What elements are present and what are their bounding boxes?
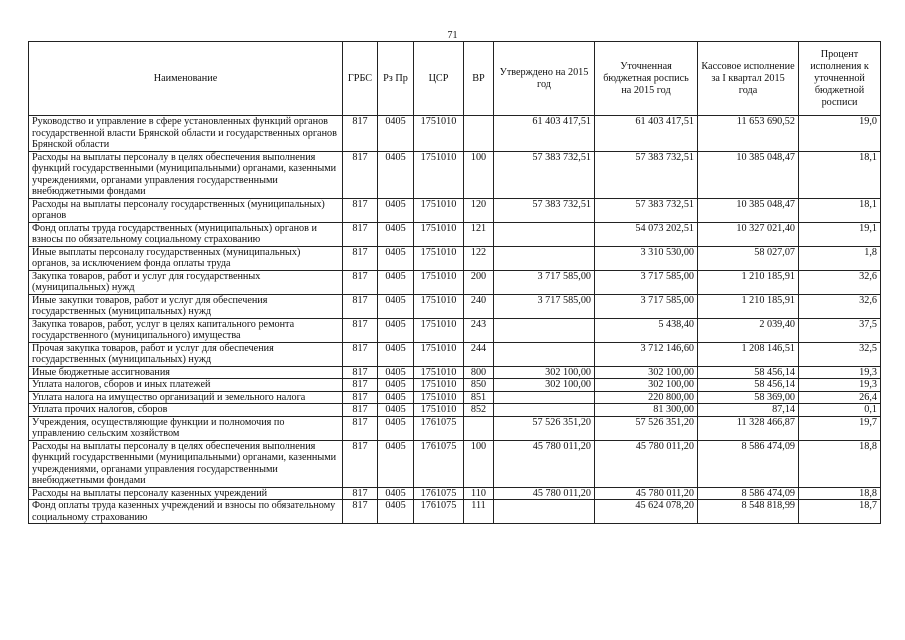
- cell-vr: 800: [464, 366, 494, 379]
- cell-rz-pr: 0405: [378, 440, 414, 487]
- cell-percent: 19,0: [799, 116, 881, 152]
- cell-csr: 1761075: [414, 487, 464, 500]
- cell-name: Закупка товаров, работ, услуг в целях капитального ремонта государственного (муниципального) имущества: [29, 318, 343, 342]
- cell-rz-pr: 0405: [378, 416, 414, 440]
- table-row: [29, 487, 881, 500]
- table-row: [29, 391, 881, 404]
- cell-vr: [464, 116, 494, 152]
- cell-rz-pr: 0405: [378, 222, 414, 246]
- table-row: [29, 116, 881, 152]
- cell-vr: 200: [464, 270, 494, 294]
- cell-csr: 1761075: [414, 440, 464, 487]
- cell-specified: 3 717 585,00: [595, 270, 698, 294]
- cell-approved: 45 780 011,20: [494, 487, 595, 500]
- cell-kassa: 58 456,14: [698, 379, 799, 392]
- cell-rz-pr: 0405: [378, 379, 414, 392]
- table-header-row: [29, 42, 881, 116]
- cell-vr: 100: [464, 440, 494, 487]
- cell-name: Расходы на выплаты персоналу в целях обеспечения выполнения функций государственными (муниципальными) органами, казенными учреждениями, органами управления государственными внебюджетными фондами: [29, 440, 343, 487]
- table-row: [29, 379, 881, 392]
- cell-grbs: 817: [343, 404, 378, 417]
- table-row: [29, 270, 881, 294]
- cell-vr: 243: [464, 318, 494, 342]
- cell-approved: [494, 500, 595, 524]
- cell-vr: 110: [464, 487, 494, 500]
- header-percent: Процент исполнения к уточненной бюджетной росписи: [799, 42, 881, 116]
- cell-rz-pr: 0405: [378, 294, 414, 318]
- cell-specified: 45 624 078,20: [595, 500, 698, 524]
- cell-grbs: 817: [343, 222, 378, 246]
- cell-csr: 1751010: [414, 116, 464, 152]
- cell-approved: [494, 318, 595, 342]
- cell-grbs: 817: [343, 487, 378, 500]
- cell-kassa: 10 327 021,40: [698, 222, 799, 246]
- cell-percent: 32,6: [799, 270, 881, 294]
- header-rz-pr: Рз Пр: [378, 42, 414, 116]
- cell-csr: 1751010: [414, 342, 464, 366]
- cell-specified: 5 438,40: [595, 318, 698, 342]
- cell-rz-pr: 0405: [378, 198, 414, 222]
- cell-grbs: 817: [343, 379, 378, 392]
- cell-name: Прочая закупка товаров, работ и услуг для обеспечения государственных (муниципальных) нужд: [29, 342, 343, 366]
- cell-specified: 57 526 351,20: [595, 416, 698, 440]
- cell-kassa: 11 328 466,87: [698, 416, 799, 440]
- cell-specified: 57 383 732,51: [595, 151, 698, 198]
- cell-vr: 120: [464, 198, 494, 222]
- cell-approved: [494, 391, 595, 404]
- header-approved: Утверждено на 2015 год: [494, 42, 595, 116]
- cell-kassa: 58 369,00: [698, 391, 799, 404]
- cell-kassa: 1 210 185,91: [698, 294, 799, 318]
- cell-grbs: 817: [343, 500, 378, 524]
- cell-percent: 32,5: [799, 342, 881, 366]
- cell-vr: 850: [464, 379, 494, 392]
- cell-grbs: 817: [343, 246, 378, 270]
- cell-percent: 19,7: [799, 416, 881, 440]
- cell-rz-pr: 0405: [378, 342, 414, 366]
- cell-approved: 3 717 585,00: [494, 270, 595, 294]
- cell-specified: 3 310 530,00: [595, 246, 698, 270]
- cell-approved: [494, 404, 595, 417]
- cell-percent: 18,7: [799, 500, 881, 524]
- cell-specified: 3 712 146,60: [595, 342, 698, 366]
- cell-vr: 122: [464, 246, 494, 270]
- cell-approved: 3 717 585,00: [494, 294, 595, 318]
- cell-specified: 302 100,00: [595, 366, 698, 379]
- cell-rz-pr: 0405: [378, 116, 414, 152]
- cell-approved: [494, 246, 595, 270]
- cell-rz-pr: 0405: [378, 270, 414, 294]
- cell-name: Уплата налога на имущество организаций и земельного налога: [29, 391, 343, 404]
- cell-specified: 302 100,00: [595, 379, 698, 392]
- cell-vr: 240: [464, 294, 494, 318]
- cell-vr: 111: [464, 500, 494, 524]
- cell-approved: [494, 342, 595, 366]
- table-row: [29, 416, 881, 440]
- cell-approved: 61 403 417,51: [494, 116, 595, 152]
- cell-vr: 851: [464, 391, 494, 404]
- cell-grbs: 817: [343, 294, 378, 318]
- header-vr: ВР: [464, 42, 494, 116]
- cell-rz-pr: 0405: [378, 391, 414, 404]
- cell-approved: 57 383 732,51: [494, 151, 595, 198]
- cell-percent: 37,5: [799, 318, 881, 342]
- cell-kassa: 1 208 146,51: [698, 342, 799, 366]
- header-specified: Уточненная бюджетная роспись на 2015 год: [595, 42, 698, 116]
- cell-kassa: 8 586 474,09: [698, 440, 799, 487]
- cell-rz-pr: 0405: [378, 404, 414, 417]
- cell-approved: 302 100,00: [494, 379, 595, 392]
- budget-table: [28, 41, 881, 524]
- header-kassa: Кассовое исполнение за I квартал 2015 года: [698, 42, 799, 116]
- table-row: [29, 294, 881, 318]
- cell-specified: 3 717 585,00: [595, 294, 698, 318]
- cell-vr: [464, 416, 494, 440]
- cell-percent: 18,8: [799, 487, 881, 500]
- cell-specified: 54 073 202,51: [595, 222, 698, 246]
- cell-percent: 32,6: [799, 294, 881, 318]
- table-row: [29, 342, 881, 366]
- cell-name: Закупка товаров, работ и услуг для государственных (муниципальных) нужд: [29, 270, 343, 294]
- cell-rz-pr: 0405: [378, 500, 414, 524]
- cell-csr: 1751010: [414, 270, 464, 294]
- cell-approved: 57 383 732,51: [494, 198, 595, 222]
- table-row: [29, 500, 881, 524]
- cell-approved: 302 100,00: [494, 366, 595, 379]
- header-grbs: ГРБС: [343, 42, 378, 116]
- cell-csr: 1751010: [414, 198, 464, 222]
- cell-vr: 121: [464, 222, 494, 246]
- cell-percent: 0,1: [799, 404, 881, 417]
- cell-percent: 19,1: [799, 222, 881, 246]
- cell-rz-pr: 0405: [378, 366, 414, 379]
- cell-percent: 18,1: [799, 151, 881, 198]
- cell-grbs: 817: [343, 440, 378, 487]
- cell-percent: 26,4: [799, 391, 881, 404]
- cell-csr: 1751010: [414, 318, 464, 342]
- cell-grbs: 817: [343, 151, 378, 198]
- table-row: [29, 222, 881, 246]
- cell-kassa: 8 548 818,99: [698, 500, 799, 524]
- cell-vr: 852: [464, 404, 494, 417]
- cell-kassa: 1 210 185,91: [698, 270, 799, 294]
- cell-csr: 1751010: [414, 246, 464, 270]
- cell-name: Уплата налогов, сборов и иных платежей: [29, 379, 343, 392]
- table-row: [29, 404, 881, 417]
- cell-percent: 19,3: [799, 366, 881, 379]
- cell-grbs: 817: [343, 318, 378, 342]
- cell-grbs: 817: [343, 416, 378, 440]
- cell-csr: 1751010: [414, 366, 464, 379]
- cell-kassa: 11 653 690,52: [698, 116, 799, 152]
- cell-percent: 18,1: [799, 198, 881, 222]
- cell-name: Расходы на выплаты персоналу государственных (муниципальных) органов: [29, 198, 343, 222]
- table-row: [29, 246, 881, 270]
- cell-csr: 1751010: [414, 294, 464, 318]
- cell-name: Учреждения, осуществляющие функции и полномочия по управлению сельским хозяйством: [29, 416, 343, 440]
- cell-percent: 1,8: [799, 246, 881, 270]
- cell-grbs: 817: [343, 391, 378, 404]
- cell-csr: 1751010: [414, 151, 464, 198]
- table-row: [29, 366, 881, 379]
- cell-csr: 1751010: [414, 391, 464, 404]
- cell-name: Иные выплаты персоналу государственных (муниципальных) органов, за исключением фонда оплаты труда: [29, 246, 343, 270]
- cell-specified: 81 300,00: [595, 404, 698, 417]
- cell-grbs: 817: [343, 270, 378, 294]
- cell-csr: 1751010: [414, 222, 464, 246]
- cell-rz-pr: 0405: [378, 151, 414, 198]
- cell-grbs: 817: [343, 116, 378, 152]
- cell-name: Фонд оплаты труда казенных учреждений и взносы по обязательному социальному страхованию: [29, 500, 343, 524]
- cell-csr: 1761075: [414, 500, 464, 524]
- cell-name: Уплата прочих налогов, сборов: [29, 404, 343, 417]
- cell-specified: 220 800,00: [595, 391, 698, 404]
- cell-kassa: 58 027,07: [698, 246, 799, 270]
- cell-name: Фонд оплаты труда государственных (муниципальных) органов и взносы по обязательному социальному страхованию: [29, 222, 343, 246]
- cell-kassa: 58 456,14: [698, 366, 799, 379]
- cell-kassa: 10 385 048,47: [698, 151, 799, 198]
- cell-name: Иные закупки товаров, работ и услуг для обеспечения государственных (муниципальных) нужд: [29, 294, 343, 318]
- cell-kassa: 8 586 474,09: [698, 487, 799, 500]
- header-csr: ЦСР: [414, 42, 464, 116]
- cell-specified: 61 403 417,51: [595, 116, 698, 152]
- cell-rz-pr: 0405: [378, 246, 414, 270]
- cell-kassa: 10 385 048,47: [698, 198, 799, 222]
- cell-kassa: 2 039,40: [698, 318, 799, 342]
- cell-specified: 45 780 011,20: [595, 440, 698, 487]
- cell-specified: 45 780 011,20: [595, 487, 698, 500]
- table-row: [29, 198, 881, 222]
- cell-name: Расходы на выплаты персоналу в целях обеспечения выполнения функций государственными (муниципальными) органами, казенными учреждениями, органами управления государственными внебюджетными фондами: [29, 151, 343, 198]
- cell-name: Расходы на выплаты персоналу казенных учреждений: [29, 487, 343, 500]
- cell-percent: 18,8: [799, 440, 881, 487]
- cell-approved: 45 780 011,20: [494, 440, 595, 487]
- cell-vr: 244: [464, 342, 494, 366]
- cell-vr: 100: [464, 151, 494, 198]
- cell-approved: 57 526 351,20: [494, 416, 595, 440]
- cell-name: Иные бюджетные ассигнования: [29, 366, 343, 379]
- cell-rz-pr: 0405: [378, 318, 414, 342]
- page-number: 71: [447, 30, 458, 41]
- cell-kassa: 87,14: [698, 404, 799, 417]
- cell-grbs: 817: [343, 198, 378, 222]
- cell-csr: 1751010: [414, 379, 464, 392]
- cell-rz-pr: 0405: [378, 487, 414, 500]
- header-name: Наименование: [29, 42, 343, 116]
- cell-csr: 1751010: [414, 404, 464, 417]
- cell-grbs: 817: [343, 342, 378, 366]
- table-row: [29, 440, 881, 487]
- table-row: [29, 151, 881, 198]
- cell-grbs: 817: [343, 366, 378, 379]
- cell-csr: 1761075: [414, 416, 464, 440]
- cell-name: Руководство и управление в сфере установленных функций органов государственной власти Брянской области и государственных органов Брянской области: [29, 116, 343, 152]
- cell-specified: 57 383 732,51: [595, 198, 698, 222]
- table-row: [29, 318, 881, 342]
- cell-percent: 19,3: [799, 379, 881, 392]
- cell-approved: [494, 222, 595, 246]
